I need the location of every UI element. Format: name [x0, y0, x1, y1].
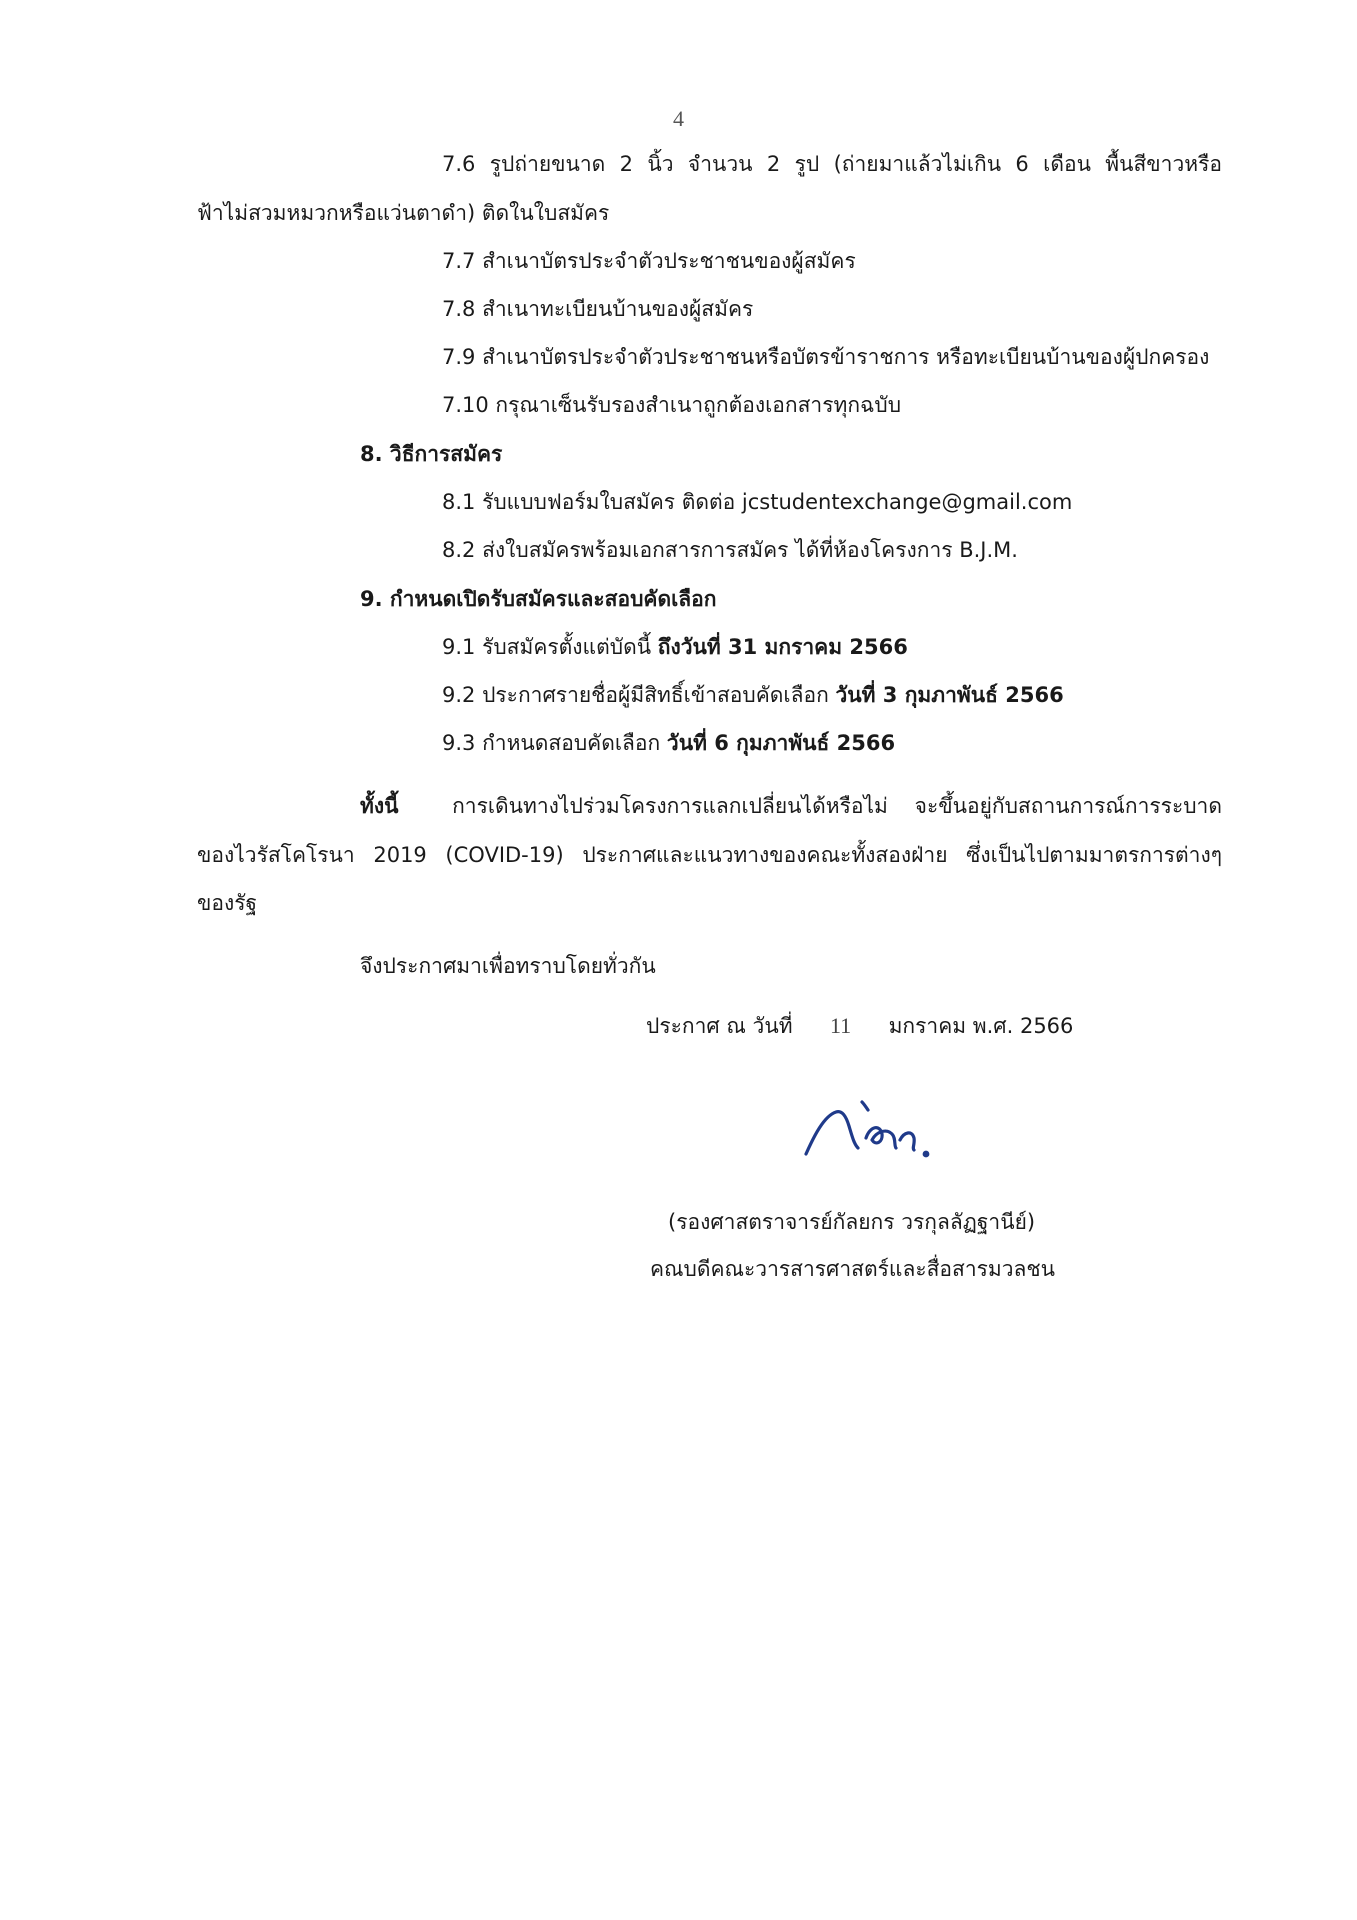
item-9-3 [442, 729, 895, 757]
item-9-2-date: วันที่ 3 กุมภาพันธ์ 2566 [835, 683, 1064, 707]
remark-line-1 [360, 792, 1222, 820]
announcement-date [646, 1012, 1073, 1040]
item-7-9: 7.9 สำเนาบัตรประจำตัวประชาชนหรือบัตรข้าราชการ หรือทะเบียนบ้านของผู้ปกครอง [442, 345, 1210, 369]
item-9-2-text: 9.2 ประกาศรายชื่อผู้มีสิทธิ์เข้าสอบคัดเลือก [442, 683, 836, 707]
item-9-1-date: ถึงวันที่ 31 มกราคม 2566 [657, 635, 908, 659]
remark-line-3: ของรัฐ [197, 891, 258, 915]
item-9-3-text: 9.3 กำหนดสอบคัดเลือก [442, 731, 667, 755]
item-7-8: 7.8 สำเนาทะเบียนบ้านของผู้สมัคร [442, 297, 754, 321]
item-9-1-text: 9.1 รับสมัครตั้งแต่บัดนี้ [442, 635, 658, 659]
page-number: 4 [673, 106, 684, 131]
item-8-2: 8.2 ส่งใบสมัครพร้อมเอกสารการสมัคร ได้ที่ห้องโครงการ B.J.M. [442, 538, 1018, 562]
remark-line-2: ของไวรัสโคโรนา 2019 (COVID-19) ประกาศและแนวทางของคณะทั้งสองฝ่าย ซึ่งเป็นไปตามมาตรการต่างๆ [197, 843, 1222, 867]
item-9-3-date: วันที่ 6 กุมภาพันธ์ 2566 [666, 731, 896, 755]
item-7-6-line-2: ฟ้าไม่สวมหมวกหรือแว่นตาดำ) ติดในใบสมัคร [197, 201, 610, 225]
announcement-date-prefix: ประกาศ ณ วันที่ [646, 1014, 793, 1038]
signature [796, 1086, 966, 1176]
item-7-6-line-1: 7.6 รูปถ่ายขนาด 2 นิ้ว จำนวน 2 รูป (ถ่ายมาแล้วไม่เกิน 6 เดือน พื้นสีขาวหรือ [442, 152, 1222, 176]
signatory-position: คณบดีคณะวารสารศาสตร์และสื่อสารมวลชน [650, 1257, 1056, 1281]
section-9-heading: 9. กำหนดเปิดรับสมัครและสอบคัดเลือก [360, 587, 717, 611]
remark-lead: ทั้งนี้ [360, 794, 399, 818]
item-7-7: 7.7 สำเนาบัตรประจำตัวประชาชนของผู้สมัคร [442, 249, 856, 273]
item-8-1: 8.1 รับแบบฟอร์มใบสมัคร ติดต่อ jcstudentexchange@gmail.com [442, 490, 1073, 514]
item-7-10: 7.10 กรุณาเซ็นรับรองสำเนาถูกต้องเอกสารทุกฉบับ [442, 393, 902, 417]
remark-line-1-text: การเดินทางไปร่วมโครงการแลกเปลี่ยนได้หรือไม่ จะขึ้นอยู่กับสถานการณ์การระบาด [452, 794, 1222, 818]
section-8-heading: 8. วิธีการสมัคร [360, 442, 503, 466]
announcement-month-year: มกราคม พ.ศ. 2566 [888, 1014, 1074, 1038]
signatory-name: (รองศาสตราจารย์กัลยกร วรกุลลัฏฐานีย์) [668, 1210, 1036, 1234]
item-9-1 [442, 633, 908, 661]
announcement-day: 11 [829, 1013, 852, 1038]
closing-statement: จึงประกาศมาเพื่อทราบโดยทั่วกัน [360, 954, 656, 978]
item-9-2 [442, 681, 1064, 709]
